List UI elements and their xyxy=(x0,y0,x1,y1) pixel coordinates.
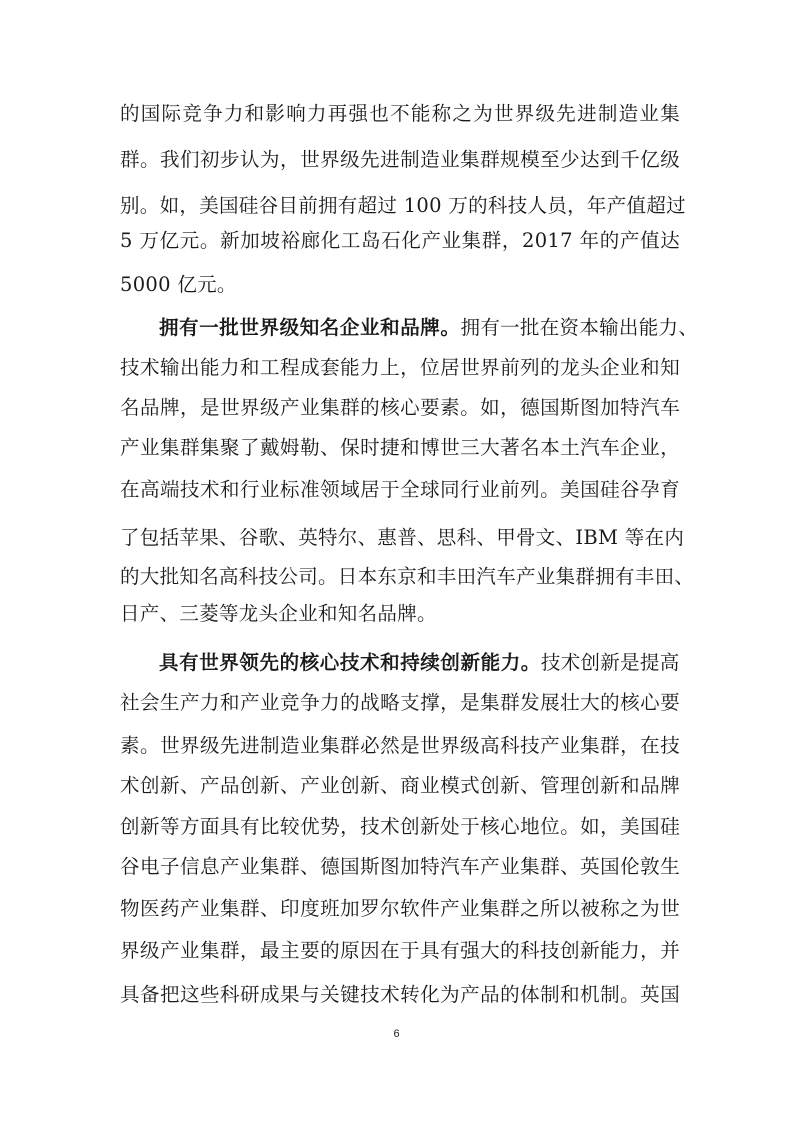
paragraph-2-line-1 xyxy=(159,314,699,342)
paragraph-3-line-2: 社会生产力和产业竞争力的战略支撑，是集群发展壮大的核心要 xyxy=(120,691,680,714)
paragraph-2-line-4: 产业集群集聚了戴姆勒、保时捷和博世三大著名本土汽车企业， xyxy=(120,436,680,459)
paragraph-2-line-1-text: 拥有一批在资本输出能力、 xyxy=(460,316,699,339)
paragraph-1-line-3: 别。如，美国硅谷目前拥有超过 100 万的科技人员，年产值超过 xyxy=(120,194,686,217)
paragraph-2-line-2: 技术输出能力和工程成套能力上，位居世界前列的龙头企业和知 xyxy=(120,356,680,379)
paragraph-3-line-1 xyxy=(159,649,680,677)
paragraph-3-heading: 具有世界领先的核心技术和持续创新能力。 xyxy=(159,651,541,674)
paragraph-1-line-1: 的国际竞争力和影响力再强也不能称之为世界级先进制造业集 xyxy=(120,102,680,125)
paragraph-3-line-3: 素。世界级先进制造业集群必然是世界级高科技产业集群，在技 xyxy=(120,734,680,757)
paragraph-1-line-2: 群。我们初步认为，世界级先进制造业集群规模至少达到千亿级 xyxy=(120,148,680,171)
paragraph-3-line-4: 术创新、产品创新、产业创新、商业模式创新、管理创新和品牌 xyxy=(120,774,680,797)
paragraph-3-line-5: 创新等方面具有比较优势，技术创新处于核心地位。如，美国硅 xyxy=(120,815,680,838)
paragraph-2-line-3: 名品牌，是世界级产业集群的核心要素。如，德国斯图加特汽车 xyxy=(120,396,680,419)
paragraph-2-line-7: 的大批知名高科技公司。日本东京和丰田汽车产业集群拥有丰田、 xyxy=(120,565,695,588)
paragraph-2-line-8: 日产、三菱等龙头企业和知名品牌。 xyxy=(120,602,437,625)
paragraph-1-line-4: 5 万亿元。新加坡裕廊化工岛石化产业集群，2017 年的产值达 xyxy=(120,229,680,252)
page-number: 6 xyxy=(393,1028,400,1040)
paragraph-3-line-1-text: 技术创新是提高 xyxy=(540,651,680,674)
paragraph-3-line-7: 物医药产业集群、印度班加罗尔软件产业集群之所以被称之为世 xyxy=(120,897,680,920)
paragraph-2-heading: 拥有一批世界级知名企业和品牌。 xyxy=(159,316,461,339)
paragraph-3-line-9: 具备把这些科研成果与关键技术转化为产品的体制和机制。英国 xyxy=(120,983,680,1006)
paragraph-3-line-6: 谷电子信息产业集群、德国斯图加特汽车产业集群、英国伦敦生 xyxy=(120,855,680,878)
paragraph-2-line-5: 在高端技术和行业标准领域居于全球同行业前列。美国硅谷孕育 xyxy=(120,478,680,501)
paragraph-3-line-8: 界级产业集群，最主要的原因在于具有强大的科技创新能力，并 xyxy=(120,939,680,962)
paragraph-2-line-6: 了包括苹果、谷歌、英特尔、惠普、思科、甲骨文、IBM 等在内 xyxy=(120,526,685,549)
paragraph-1-line-5: 5000 亿元。 xyxy=(120,273,237,296)
